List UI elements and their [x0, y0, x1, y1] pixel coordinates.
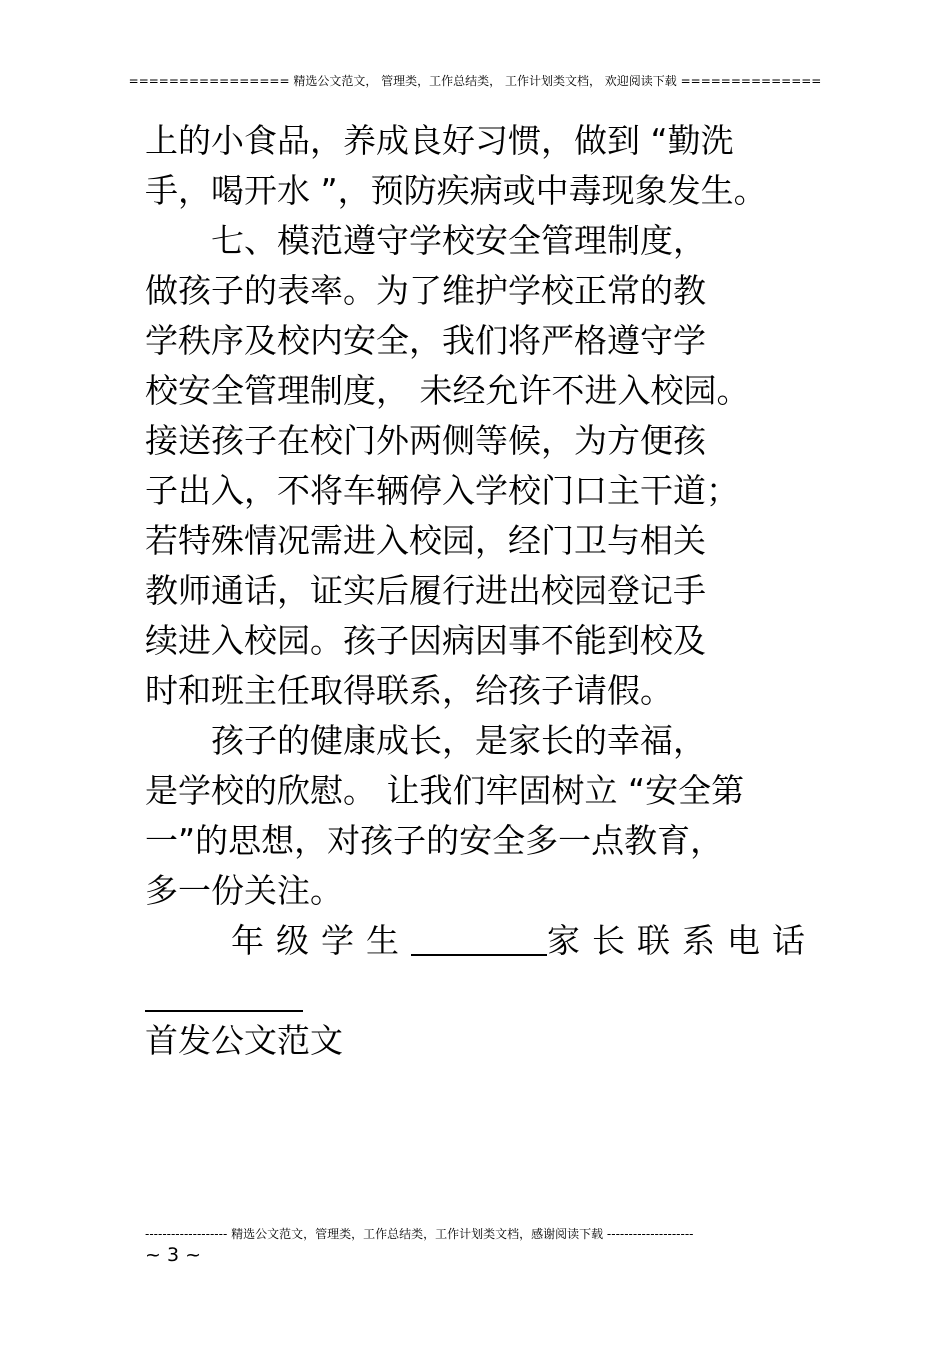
- page-footer: ------------------- 精选公文范文，管理类，工作总结类，工作计划类文档，感谢阅读下载 --------------------: [145, 1227, 694, 1241]
- body-line: 学秩序及校内安全，我们将严格遵守学: [145, 321, 706, 360]
- body-line: 是学校的欣慰。 让我们牢固树立 “安全第: [145, 771, 745, 810]
- document-body: [145, 116, 817, 966]
- closing-text: 首发公文范文: [145, 1021, 343, 1060]
- body-line: 若特殊情况需进入校园，经门卫与相关: [145, 521, 706, 560]
- page-number: ~ 3 ~: [145, 1244, 202, 1266]
- body-line: 时和班主任取得联系，给孩子请假。: [145, 671, 673, 710]
- body-line: 教师通话，证实后履行进出校园登记手: [145, 571, 706, 610]
- body-line: 子出入，不将车辆停入学校门口主干道；: [145, 471, 739, 510]
- body-line: 做孩子的表率。为了维护学校正常的教: [145, 271, 706, 310]
- student-name-blank[interactable]: [411, 918, 547, 956]
- page-header: ================ 精选公文范文， 管理类，工作总结类， 工作计划类文档， 欢迎阅读下载 ==============: [128, 74, 822, 88]
- body-line: 上的小食品，养成良好习惯，做到 “勤洗: [145, 121, 734, 160]
- body-line: 多一份关注。: [145, 871, 343, 910]
- body-line: 接送孩子在校门外两侧等候，为方便孩: [145, 421, 706, 460]
- body-line: 孩子的健康成长，是家长的幸福，: [211, 721, 706, 760]
- body-line: 续进入校园。孩子因病因事不能到校及: [145, 621, 706, 660]
- signature-line: [145, 916, 817, 966]
- section-heading: 七、模范遵守学校安全管理制度，: [211, 221, 706, 260]
- body-line: 校安全管理制度， 未经允许不进入校园。: [145, 371, 750, 410]
- body-line: 手，喝开水 ”，预防疾病或中毒现象发生。: [145, 171, 767, 210]
- grade-student-label: 年级学生: [231, 921, 411, 960]
- body-line: 一”的思想，对孩子的安全多一点教育，: [145, 821, 724, 860]
- parent-phone-label: 家长联系电话: [547, 921, 817, 960]
- phone-number-blank[interactable]: [145, 1010, 303, 1012]
